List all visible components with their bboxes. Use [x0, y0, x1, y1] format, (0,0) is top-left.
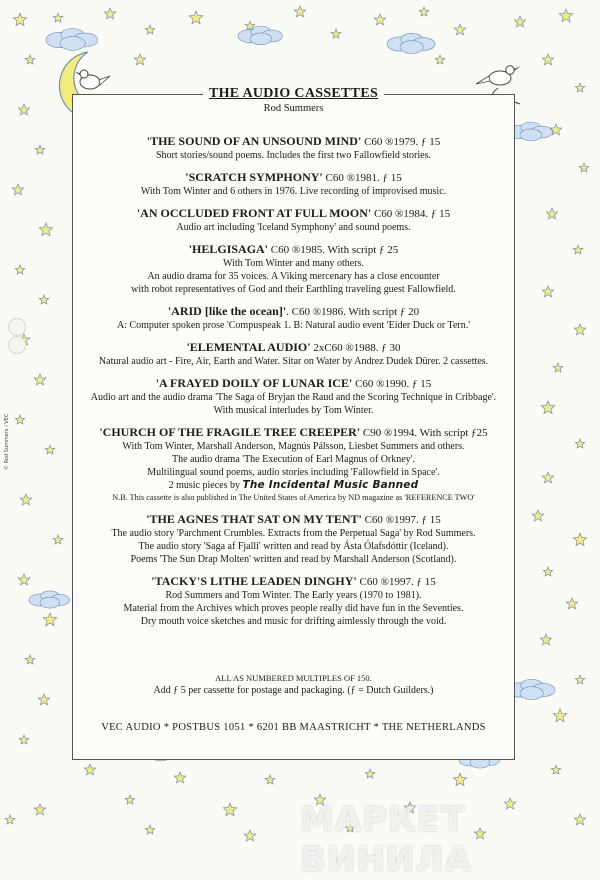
- publication-note: N.B. This cassette is also published in The United States of America by ND magazine as 'REFERENCE TWO': [112, 493, 475, 502]
- cassette-description-line: [76, 453, 511, 466]
- cassette-entry: [76, 134, 511, 162]
- cassette-entry: [76, 242, 511, 296]
- cassette-entry: [76, 425, 511, 504]
- cassette-title: 'TACKY'S LITHE LEADEN DINGHY': [151, 574, 357, 588]
- postal-address: VEC AUDIO * POSTBUS 1051 * 6201 BB MAASTRICHT * THE NETHERLANDS: [101, 722, 486, 733]
- star-decoration: [575, 675, 585, 684]
- star-decoration: [223, 803, 236, 816]
- cassette-description-line: [76, 185, 511, 198]
- cassette-description-line: [76, 404, 511, 417]
- description-text: A: Computer spoken prose 'Compuspeak 1. B: Natural audio event 'Eider Duck or Tern.': [116, 320, 471, 331]
- star-decoration: [543, 567, 553, 576]
- cassette-entry: [76, 340, 511, 368]
- side-credit: © Rod Summers / VEC: [4, 413, 10, 470]
- cassette-heading: [76, 512, 511, 527]
- star-decoration: [575, 439, 585, 448]
- cassette-description-line: [76, 479, 511, 492]
- star-decoration: [104, 8, 115, 19]
- cassette-title: 'A FRAYED DOILY OF LUNAR ICE': [155, 376, 353, 390]
- star-decoration: [12, 184, 23, 195]
- star-decoration: [435, 55, 445, 64]
- star-decoration: [25, 655, 35, 664]
- cassette-description-line: [76, 391, 511, 404]
- description-text: Poems 'The Sun Drap Molten' written and read by Marshall Anderson (Scotland).: [130, 554, 457, 565]
- star-decoration: [553, 363, 563, 372]
- star-decoration: [541, 401, 554, 414]
- star-decoration: [546, 208, 557, 219]
- star-decoration: [542, 472, 553, 483]
- star-decoration: [454, 24, 465, 35]
- description-text: Multilingual sound poems, audio stories including 'Fallowfield in Space'.: [147, 467, 440, 478]
- star-decoration: [15, 265, 25, 274]
- description-text: The audio story 'Saga af Fjalli' written and read by Ásta Ólafsdóttir (Iceland).: [138, 541, 449, 552]
- star-decoration: [20, 494, 31, 505]
- star-decoration: [551, 765, 561, 774]
- star-decoration: [39, 295, 49, 304]
- cassette-description-line: [76, 355, 511, 368]
- cassette-title: 'CHURCH OF THE FRAGILE TREE CREEPER': [99, 425, 361, 439]
- description-text: An audio drama for 35 voices. A Viking mercenary has a close encounter: [147, 271, 440, 282]
- star-decoration: [244, 830, 255, 841]
- cassette-spec: C90 ®1994. With script ƒ25: [360, 427, 488, 439]
- star-decoration: [13, 13, 26, 26]
- description-text: 2 music pieces by: [168, 480, 243, 491]
- description-text: Short stories/sound poems. Includes the first two Fallowfield stories.: [156, 150, 431, 161]
- description-text: Natural audio art - Fire, Air, Earth and Water. Sitar on Water by Andrez Dudek Dürer. 2 cassettes.: [98, 356, 489, 367]
- footer: [76, 672, 511, 697]
- cassette-spec: C60 ®1979. ƒ 15: [361, 136, 441, 148]
- star-decoration: [84, 764, 95, 775]
- star-decoration: [453, 773, 466, 786]
- star-decoration: [38, 694, 49, 705]
- cassette-spec: C60 ®1990. ƒ 15: [352, 378, 432, 390]
- description-text: With Tom Winter and many others.: [223, 258, 364, 269]
- watermark: МАРКЕТ ВИНИЛА: [300, 800, 472, 880]
- star-decoration: [145, 825, 155, 834]
- cassette-description-line: [76, 270, 511, 283]
- star-decoration: [19, 735, 29, 744]
- star-decoration: [374, 14, 385, 25]
- cassette-entry: [76, 304, 511, 332]
- star-decoration: [145, 25, 155, 34]
- cassette-title: 'AN OCCLUDED FRONT AT FULL MOON': [136, 206, 372, 220]
- cassette-spec: C60 ®1997. ƒ 15: [361, 514, 441, 526]
- star-decoration: [25, 55, 35, 64]
- cassette-description-line: [76, 257, 511, 270]
- cassette-heading: [76, 340, 511, 355]
- cassette-description-line: [76, 466, 511, 479]
- star-decoration: [125, 795, 135, 804]
- star-decoration: [35, 145, 45, 154]
- star-decoration: [542, 286, 553, 297]
- cassette-description-line: [76, 319, 511, 332]
- cloud-decoration: [29, 591, 70, 608]
- star-decoration: [15, 415, 25, 424]
- description-text: The audio drama 'The Execution of Earl Magnus of Orkney'.: [172, 454, 415, 465]
- star-decoration: [532, 510, 543, 521]
- cassette-title: 'SCRATCH SYMPHONY': [185, 170, 323, 184]
- star-decoration: [331, 29, 341, 38]
- star-decoration: [174, 772, 185, 783]
- cassette-spec: C60 ®1984. ƒ 15: [371, 208, 451, 220]
- cassette-spec: . C60 ®1986. With script ƒ 20: [286, 306, 420, 318]
- cassette-heading: [76, 170, 511, 185]
- author-name: Rod Summers: [263, 103, 324, 114]
- star-decoration: [39, 223, 52, 236]
- cloud-decoration: [238, 26, 282, 45]
- description-text: With Tom Winter and 6 others in 1976. Live recording of improvised music.: [140, 186, 447, 197]
- star-decoration: [34, 804, 45, 815]
- star-decoration: [559, 9, 572, 22]
- description-text: The audio story 'Parchment Crumbles. Extracts from the Perpetual Saga' by Rod Summers.: [111, 528, 476, 539]
- cassette-description-line: [76, 615, 511, 628]
- star-decoration: [540, 634, 551, 645]
- cassette-description-line: [76, 440, 511, 453]
- star-decoration: [574, 324, 585, 335]
- cassette-spec: C60 ®1985. With script ƒ 25: [268, 244, 399, 256]
- star-decoration: [265, 775, 275, 784]
- cassette-list: [76, 134, 511, 636]
- star-decoration: [542, 54, 553, 65]
- star-decoration: [18, 574, 29, 585]
- description-text: Audio art including 'Iceland Symphony' and sound poems.: [176, 222, 411, 233]
- description-text: Dry mouth voice sketches and music for drifting aimlessly through the void.: [140, 616, 447, 627]
- cassette-heading: [76, 304, 511, 319]
- page-title: THE AUDIO CASSETTES: [203, 86, 384, 102]
- cassette-spec: C60 ®1997. ƒ 15: [356, 576, 436, 588]
- cassette-heading: [76, 242, 511, 257]
- description-text: Audio art and the audio drama 'The Saga of Bryjan the Raud and the Scoring Technique in Cribbage'.: [90, 392, 497, 403]
- star-decoration: [134, 54, 145, 65]
- cassette-description-line: [76, 602, 511, 615]
- cassette-entry: [76, 574, 511, 628]
- cassette-heading: [76, 134, 511, 149]
- star-decoration: [514, 16, 525, 27]
- star-decoration: [566, 598, 577, 609]
- star-decoration: [365, 769, 375, 778]
- star-decoration: [5, 815, 15, 824]
- cassette-title: 'THE AGNES THAT SAT ON MY TENT': [146, 512, 362, 526]
- star-decoration: [53, 535, 63, 544]
- star-decoration: [419, 7, 429, 16]
- description-text: Rod Summers and Tom Winter. The Early years (1970 to 1981).: [165, 590, 422, 601]
- description-text: with robot representatives of God and their Earthling traveling guest Fallowfield.: [131, 284, 456, 295]
- star-decoration: [573, 533, 586, 546]
- cassette-title: 'THE SOUND OF AN UNSOUND MIND': [146, 134, 362, 148]
- star-decoration: [294, 6, 305, 17]
- cassette-description-line: [76, 589, 511, 602]
- star-decoration: [43, 613, 56, 626]
- cassette-heading: [76, 376, 511, 391]
- cassette-description-line: [76, 540, 511, 553]
- cassette-spec: C60 ®1981. ƒ 15: [322, 172, 402, 184]
- cassette-title: 'HELGISAGA': [188, 242, 269, 256]
- cassette-entry: [76, 512, 511, 566]
- punch-hole: [8, 318, 26, 336]
- cassette-heading: [76, 206, 511, 221]
- numbered-multiples-note: ALL AS NUMBERED MULTIPLES OF 150.: [215, 673, 372, 683]
- postage-note: Add ƒ 5 per cassette for postage and packaging. (ƒ = Dutch Guilders.): [153, 685, 434, 696]
- cassette-entry: [76, 376, 511, 417]
- cassette-description-line: [76, 283, 511, 296]
- description-text: With Tom Winter, Marshall Anderson, Magnús Pálsson, Liesbet Summers and others.: [122, 441, 465, 452]
- star-decoration: [575, 83, 585, 92]
- star-decoration: [573, 245, 583, 254]
- cassette-spec: 2xC60 ®1988. ƒ 30: [310, 342, 401, 354]
- star-decoration: [553, 709, 566, 722]
- header: [72, 84, 515, 114]
- cassette-entry: [76, 170, 511, 198]
- cassette-title: 'ARID [like the ocean]': [167, 304, 287, 318]
- cassette-heading: [76, 574, 511, 589]
- cassette-description-line: [76, 221, 511, 234]
- star-decoration: [53, 13, 63, 22]
- star-decoration: [18, 104, 29, 115]
- cassette-entry: [76, 206, 511, 234]
- description-text: With musical interludes by Tom Winter.: [213, 405, 374, 416]
- cloud-decoration: [46, 28, 98, 50]
- handwritten-music-credit: The Incidental Music Banned: [242, 479, 419, 491]
- cassette-description-line: [76, 527, 511, 540]
- description-text: Material from the Archives which proves people really did have fun in the Seventies.: [123, 603, 464, 614]
- cassette-heading: [76, 425, 511, 440]
- star-decoration: [34, 374, 45, 385]
- cassette-description-line: [76, 149, 511, 162]
- cloud-decoration: [387, 33, 435, 53]
- star-decoration: [189, 11, 202, 24]
- cassette-description-line: [76, 553, 511, 566]
- cassette-title: 'ELEMENTAL AUDIO': [186, 340, 311, 354]
- punch-hole: [8, 336, 26, 354]
- star-decoration: [579, 163, 589, 172]
- star-decoration: [45, 445, 55, 454]
